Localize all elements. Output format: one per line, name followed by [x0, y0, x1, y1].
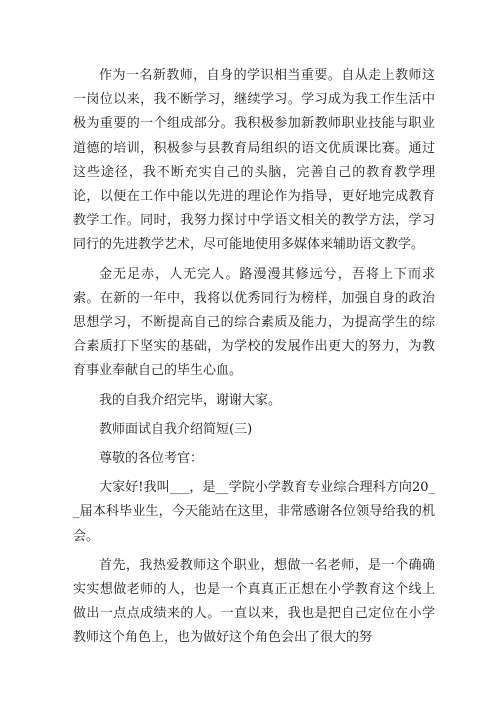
document-body [73, 64, 435, 656]
paragraph-1: 作为一名新教师，自身的学识相当重要。自从走上教师这一岗位以来，我不断学习，继续学习。学习成为我工作生活中极为重要的一个组成部分。我积极参加新教师职业技能与职业道德的培训，积极参与县教育局组织的语文优质课比赛。通过这些途径，我不断充实自己的头脑，完善自己的教育教学理论，以便在工作中能以先进的理论作为指导，更好地完成教育教学工作。同时，我努力探讨中学语文相关的教学方法，学习同行的先进教学艺术，尽可能地使用多媒体来辅助语文教学。 [73, 68, 435, 253]
salutation: 尊敬的各位考官： [99, 451, 204, 467]
paragraph-2: 金无足赤，人无完人。路漫漫其修远兮，吾将上下而求索。在新的一年中，我将以优秀同行为榜样，加强自身的政治思想学习，不断提高自己的综合素质及能力，为提高学生的综合素质打下坚实的基础，为学校的发展作出更大的努力，为教育事业奉献自己的毕生心血。 [73, 266, 435, 379]
paragraph-3: 我的自我介绍完毕，谢谢大家。 [99, 392, 282, 408]
section-title: 教师面试自我介绍简短(三) [99, 421, 253, 437]
paragraph-greeting: 大家好!我叫___，是__学院小学教育专业综合理科方向20__届本科毕业生，今天能站在这里，非常感谢各位领导给我的机会。 [73, 480, 435, 544]
paragraph-first: 首先，我热爱教师这个职业，想做一名老师，是一个确确实实想做老师的人，也是一个真真正正想在小学教育这个线上做出一点点成绩来的人。一直以来，我也是把自己定位在小学教师这个角色上，也为做好这个角色会出了很大的努 [73, 557, 435, 646]
